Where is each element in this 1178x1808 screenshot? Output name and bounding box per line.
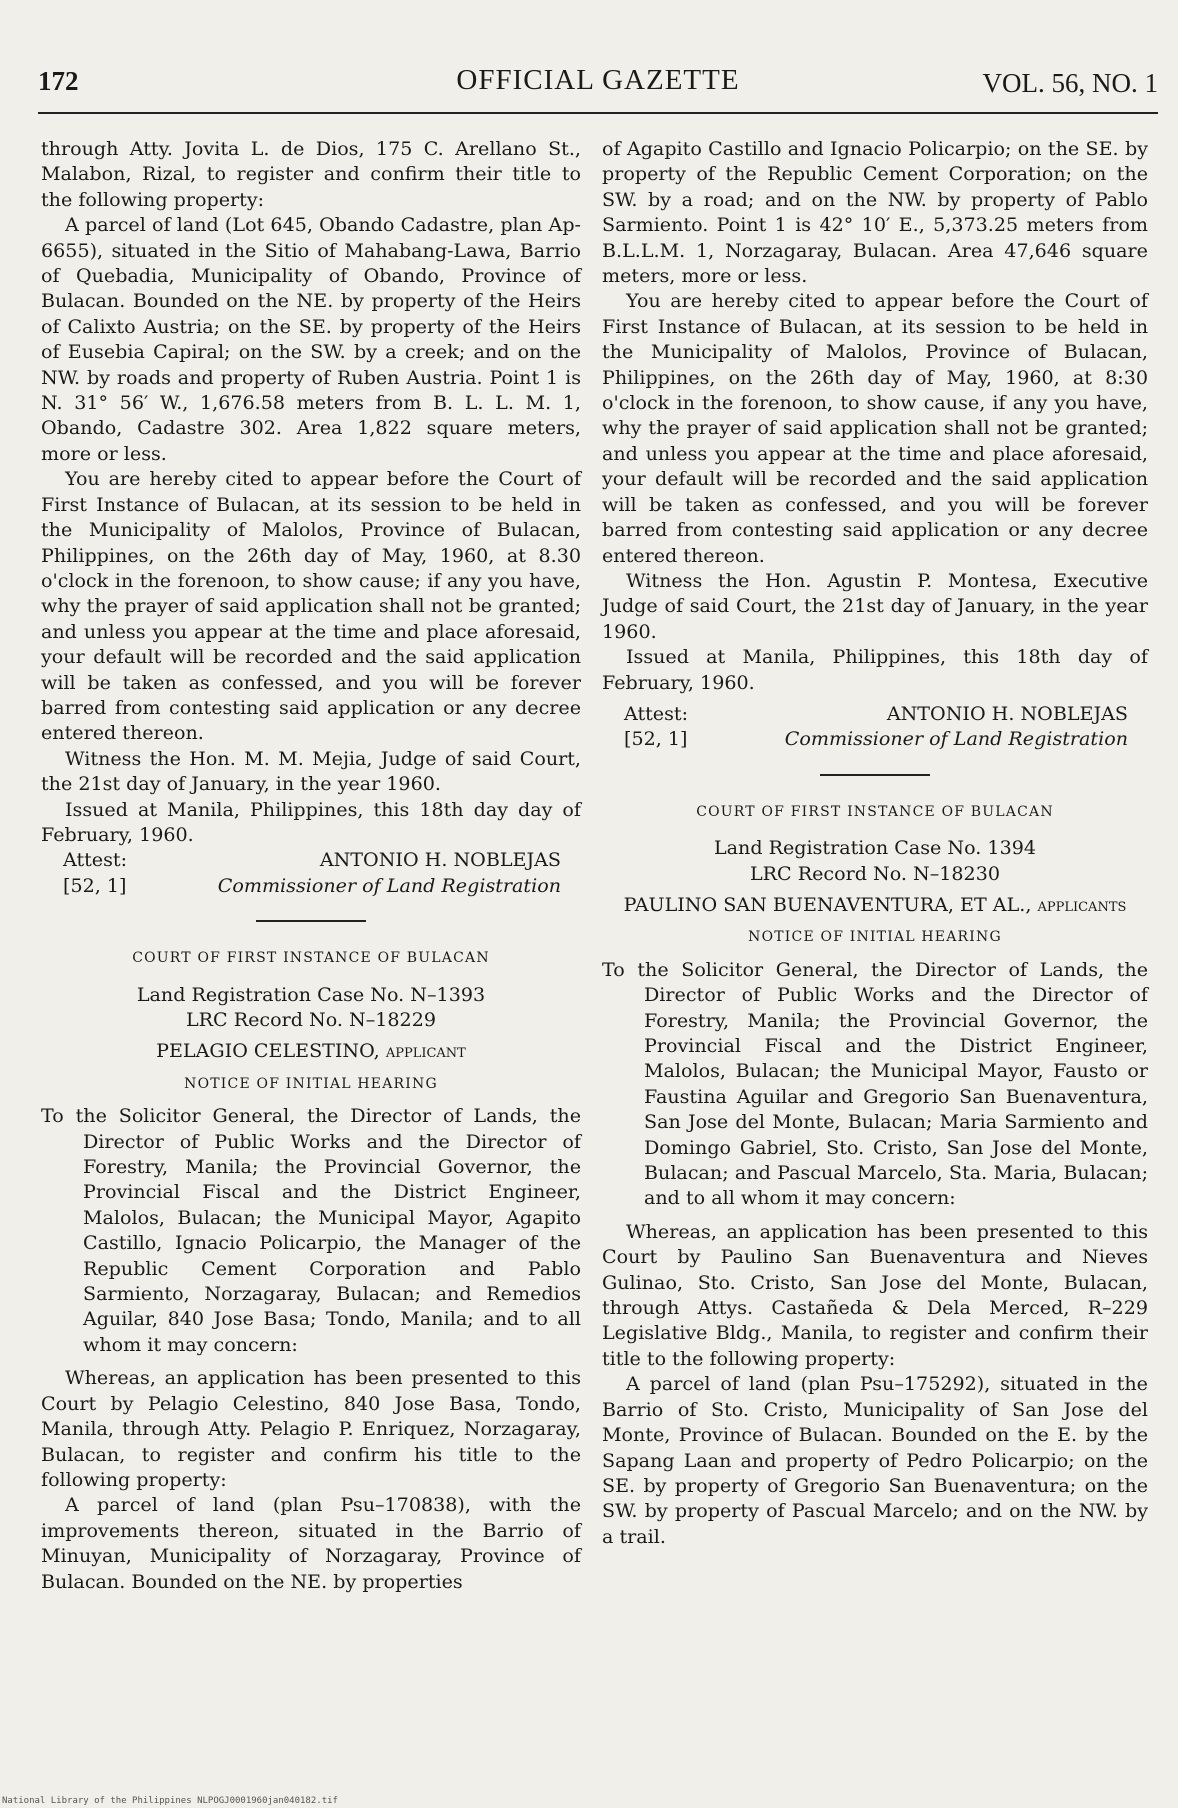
reference-number: [52, 1]: [624, 727, 688, 751]
page-number: 172: [38, 66, 79, 96]
signatory-name: ANTONIO H. NOBLEJAS: [886, 701, 1128, 725]
signatory-name: ANTONIO H. NOBLEJAS: [319, 848, 561, 872]
attestation-line: [41, 847, 581, 872]
applicant-name: PELAGIO CELESTINO, applicant: [156, 1039, 466, 1063]
left-column: [41, 136, 581, 1594]
paragraph: Whereas, an application has been presented to this Court by Pelagio Celestino, 840 Jose Basa, Tondo, Manila, through Atty. Pelagio P. Enriquez, Norzagaray, Bulacan, to register and confirm his title to the following property:: [41, 1366, 581, 1491]
record-number: LRC Record No. N–18229: [185, 1008, 437, 1031]
attest-label: Attest:: [624, 701, 689, 725]
case-number: Land Registration Case No. N–1393: [136, 982, 486, 1006]
paragraph: A parcel of land (Lot 645, Obando Cadastre, plan Ap-6655), situated in the Sitio of Mahabang-Lawa, Barrio of Quebadia, Municipality of Obando, Province of Bulacan. Bounded on the NE. by property of the Heirs of Calixto Austria; on the SE. by property of the Heirs of Eusebia Capiral; on the SW. by a creek; and on the NW. by roads and property of Ruben Austria. Point 1 is N. 31° 56′ W., 1,676.58 meters from B. L. L. M. 1, Obando, Cadastre 302. Area 1,822 square meters, more or less.: [41, 213, 581, 465]
record-number: LRC Record No. N–18230: [749, 861, 1001, 885]
paragraph: Witness the Hon. M. M. Mejia, Judge of said Court, the 21st day of January, in the year 1960.: [41, 746, 581, 796]
paragraph: Whereas, an application has been presented to this Court by Paulino San Buenaventura and Nieves Gulinao, Sto. Cristo, San Jose del Monte, Bulacan, through Attys. Castañeda & Dela Merced, R–229 Legislative Bldg., Manila, to register and confirm their title to the following property:: [602, 1219, 1148, 1370]
paragraph: You are hereby cited to appear before the Court of First Instance of Bulacan, at its session to be held in the Municipality of Malolos, Province of Bulacan, Philippines, on the 26th day of May, 1960, at 8:30 o'clock in the forenoon, to show cause, if any you have, why the prayer of said application shall not be granted; and unless you appear at the time and place aforesaid, your default will be recorded and the said application will be taken as confessed, and you will be forever barred from contesting said application or any decree entered thereon.: [602, 289, 1148, 567]
section-divider: [256, 920, 366, 922]
court-heading: COURT OF FIRST INSTANCE OF BULACAN: [132, 950, 490, 967]
paragraph: Issued at Manila, Philippines, this 18th day of February, 1960.: [602, 645, 1148, 694]
addressees: To the Solicitor General, the Director of Lands, the Director of Public Works and the Director of Forestry, Manila; the Provincial Governor, the Provincial Fiscal and the District Engineer, Malolos, Bulacan; the Municipal Mayor, Fausto or Faustina Aguilar and Gregorio San Buenaventura, San Jose del Monte, Bulacan; Maria Sarmiento and Domingo Gabriel, Sto. Cristo, San Jose del Monte, Bulacan; and Pascual Marcelo, Sta. Maria, Bulacan; and to all whom it may concern:: [602, 957, 1148, 1210]
paragraph: Witness the Hon. Agustin P. Montesa, Executive Judge of said Court, the 21st day of January, in the year 1960.: [602, 568, 1148, 643]
paragraph: of Agapito Castillo and Ignacio Policarpio; on the SE. by property of the Republic Cement Corporation; on the SW. by a road; and on the NW. by property of Pablo Sarmiento. Point 1 is 42° 10′ E., 5,373.25 meters from B.L.L.M. 1, Norzagaray, Bulacan. Area 47,646 square meters, more or less.: [602, 137, 1148, 288]
signatory-role: Commissioner of Land Registration: [217, 873, 561, 897]
page-header: [38, 62, 1158, 114]
paragraph: You are hereby cited to appear before the Court of First Instance of Bulacan, at its session to be held in the Municipality of Malolos, Province of Bulacan, Philippines, on the 26th day of May, 1960, at 8.30 o'clock in the forenoon, to show cause; if any you have, why the prayer of said application shall not be granted; and unless you appear at the time and place aforesaid, your default will be recorded and the said application will be taken as confessed, and you will be forever barred from contesting said application or any decree entered thereon.: [41, 467, 581, 745]
notice-heading: NOTICE OF INITIAL HEARING: [184, 1075, 438, 1092]
signatory-role-line: [602, 726, 1148, 751]
attestation-line: [602, 701, 1148, 726]
reference-number: [52, 1]: [63, 873, 127, 897]
signatory-role-line: [41, 873, 581, 898]
paragraph: through Atty. Jovita L. de Dios, 175 C. Arellano St., Malabon, Rizal, to register and confirm their title to the following property:: [41, 137, 581, 211]
paragraph: A parcel of land (plan Psu–175292), situated in the Barrio of Sto. Cristo, Municipality of San Jose del Monte, Province of Bulacan. Bounded on the E. by the Sapang Laan and property of Pedro Policarpio; on the SE. by property of Gregorio San Buenaventura; on the SW. by property of Pascual Marcelo; and on the NW. by a trail.: [602, 1372, 1148, 1548]
right-column: [602, 136, 1148, 1549]
court-heading: COURT OF FIRST INSTANCE OF BULACAN: [696, 803, 1054, 820]
scan-footer: National Library of the Philippines NLPOGJ0001960jan040182.tif: [2, 1796, 338, 1806]
attest-label: Attest:: [63, 848, 128, 872]
paragraph: A parcel of land (plan Psu–170838), with the improvements thereon, situated in the Barrio of Minuyan, Municipality of Norzagaray, Province of Bulacan. Bounded on the NE. by properties: [41, 1493, 581, 1593]
applicant-name: PAULINO SAN BUENAVENTURA, ET AL., applicants: [623, 892, 1127, 916]
notice-heading: NOTICE OF INITIAL HEARING: [748, 929, 1002, 946]
publication-title: OFFICIAL GAZETTE: [456, 64, 740, 96]
section-divider: [820, 774, 930, 776]
paragraph: Issued at Manila, Philippines, this 18th day day of February, 1960.: [41, 797, 581, 846]
case-number: Land Registration Case No. 1394: [713, 836, 1037, 860]
signatory-role: Commissioner of Land Registration: [784, 727, 1128, 751]
volume-label: VOL. 56, NO. 1: [982, 68, 1158, 98]
addressees: To the Solicitor General, the Director of Lands, the Director of Public Works and the Director of Forestry, Manila; the Provincial Governor, the Provincial Fiscal and the District Engineer, Malolos, Bulacan; the Municipal Mayor, Agapito Castillo, Ignacio Policarpio, the Manager of the Republic Cement Corporation and Pablo Sarmiento, Norzagaray, Bulacan; and Remedios Aguilar, 840 Jose Basa; Tondo, Manila; and to all whom it may concern:: [41, 1104, 581, 1356]
